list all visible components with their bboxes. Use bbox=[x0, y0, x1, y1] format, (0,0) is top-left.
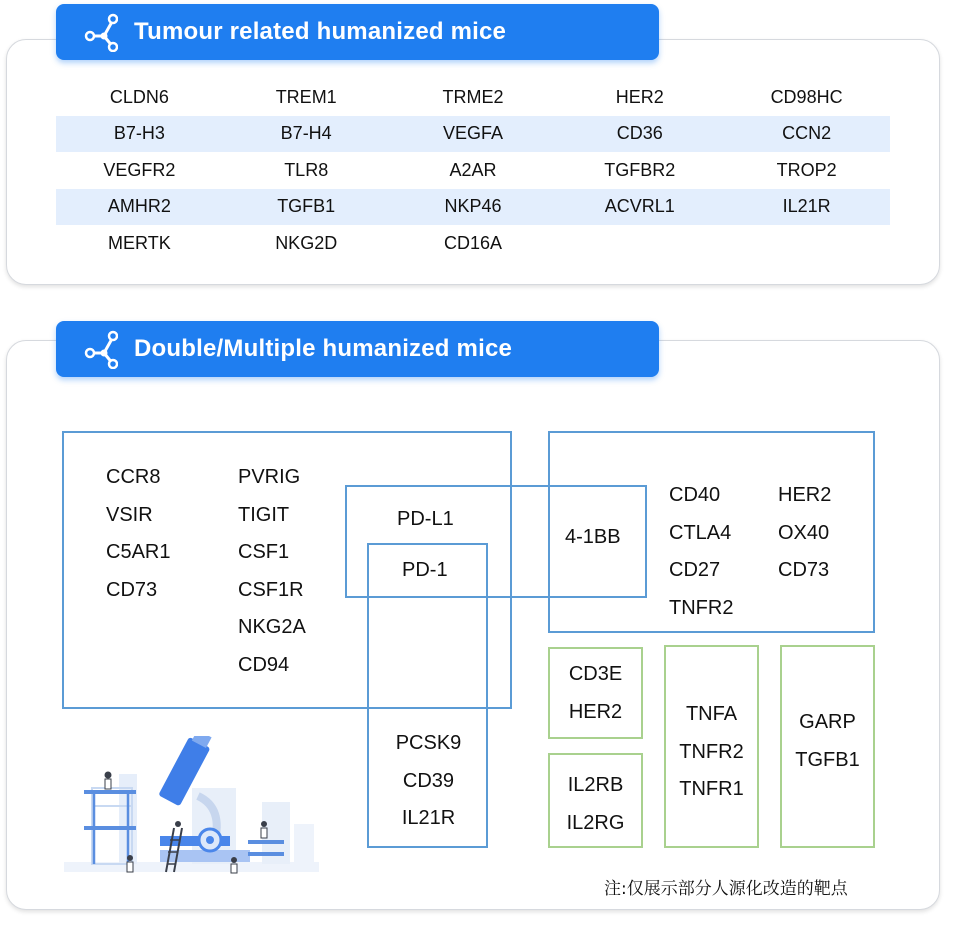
target-label: NKG2A bbox=[238, 616, 306, 639]
target-cell: TRME2 bbox=[442, 86, 504, 107]
table-row bbox=[56, 79, 890, 116]
target-cell: NKG2D bbox=[275, 232, 338, 253]
table-row bbox=[56, 189, 890, 226]
target-cell: CD16A bbox=[443, 232, 502, 253]
right-col-2 bbox=[778, 477, 831, 590]
target-label: TNFR2 bbox=[669, 596, 734, 619]
pd1-label: PD-1 bbox=[402, 559, 448, 581]
target-label: C5AR1 bbox=[106, 541, 171, 564]
target-cell: TROP2 bbox=[776, 159, 837, 180]
target-cell: VEGFA bbox=[442, 123, 503, 144]
target-label: CTLA4 bbox=[669, 521, 732, 544]
laboratory-microscope-illustration bbox=[64, 736, 324, 886]
target-label: CCR8 bbox=[106, 466, 161, 488]
target-label: HER2 bbox=[568, 700, 623, 723]
target-cell: TGFB1 bbox=[277, 196, 336, 217]
g2-col bbox=[550, 767, 641, 842]
table-row bbox=[56, 116, 890, 153]
target-label: IL2RG bbox=[566, 811, 625, 834]
target-label: CD73 bbox=[778, 559, 830, 582]
target-cell: HER2 bbox=[615, 86, 664, 107]
target-label: CD39 bbox=[402, 769, 455, 792]
pd1-extra-col bbox=[369, 725, 488, 838]
target-cell: CCN2 bbox=[782, 123, 832, 144]
target-cell: IL21R bbox=[782, 196, 831, 217]
bb-label: 4-1BB bbox=[565, 526, 621, 548]
pdl1-label: PD-L1 bbox=[397, 508, 454, 530]
table-row bbox=[56, 152, 890, 189]
target-label: PVRIG bbox=[238, 466, 301, 488]
target-label: TNFR1 bbox=[679, 778, 744, 801]
tumour-target-table bbox=[56, 79, 890, 262]
target-label: IL2RB bbox=[567, 774, 624, 796]
table-row bbox=[56, 225, 890, 262]
target-label: TGFB1 bbox=[795, 748, 860, 771]
right-col-1 bbox=[669, 477, 733, 627]
network-node-icon bbox=[84, 329, 118, 369]
target-cell: CD98HC bbox=[770, 86, 843, 107]
target-cell: NKP46 bbox=[444, 196, 502, 217]
multiple-header bbox=[56, 321, 659, 377]
tumour-title: Tumour related humanized mice bbox=[134, 18, 507, 45]
target-label: CSF1 bbox=[238, 541, 290, 564]
g3-col bbox=[666, 696, 757, 809]
target-cell: AMHR2 bbox=[107, 196, 171, 217]
left-col-2 bbox=[238, 459, 306, 685]
target-cell: A2AR bbox=[449, 159, 497, 180]
target-label: PCSK9 bbox=[395, 732, 462, 754]
target-label: CD27 bbox=[669, 559, 721, 582]
g1-col bbox=[550, 656, 641, 731]
target-cell: CD36 bbox=[616, 123, 663, 144]
footnote: 注:仅展示部分人源化改造的靶点 bbox=[604, 879, 848, 899]
target-cell: TREM1 bbox=[275, 86, 337, 107]
target-label: TNFA bbox=[685, 703, 738, 725]
target-cell: TLR8 bbox=[284, 159, 329, 180]
target-label: GARP bbox=[799, 711, 856, 733]
target-label: VSIR bbox=[106, 503, 153, 526]
target-cell: B7-H4 bbox=[280, 123, 332, 144]
target-label: OX40 bbox=[778, 521, 830, 544]
target-label: HER2 bbox=[778, 484, 832, 506]
target-label: CD94 bbox=[238, 653, 290, 676]
target-cell: B7-H3 bbox=[113, 123, 165, 144]
left-col-1 bbox=[106, 459, 170, 609]
target-cell: CLDN6 bbox=[109, 86, 169, 107]
target-label: IL21R bbox=[401, 807, 456, 830]
target-cell: MERTK bbox=[108, 232, 171, 253]
target-label: CD3E bbox=[568, 663, 623, 685]
target-cell: VEGFR2 bbox=[103, 159, 176, 180]
target-cell: ACVRL1 bbox=[604, 196, 675, 217]
tumour-header bbox=[56, 4, 659, 60]
target-label: TIGIT bbox=[238, 503, 290, 526]
target-cell: TGFBR2 bbox=[604, 159, 676, 180]
g4-col bbox=[782, 704, 873, 779]
multiple-title: Double/Multiple humanized mice bbox=[134, 335, 513, 362]
target-label: CD73 bbox=[106, 578, 158, 601]
target-label: CSF1R bbox=[238, 578, 304, 601]
target-label: TNFR2 bbox=[679, 740, 744, 763]
network-node-icon bbox=[84, 12, 118, 52]
target-label: CD40 bbox=[669, 484, 721, 506]
